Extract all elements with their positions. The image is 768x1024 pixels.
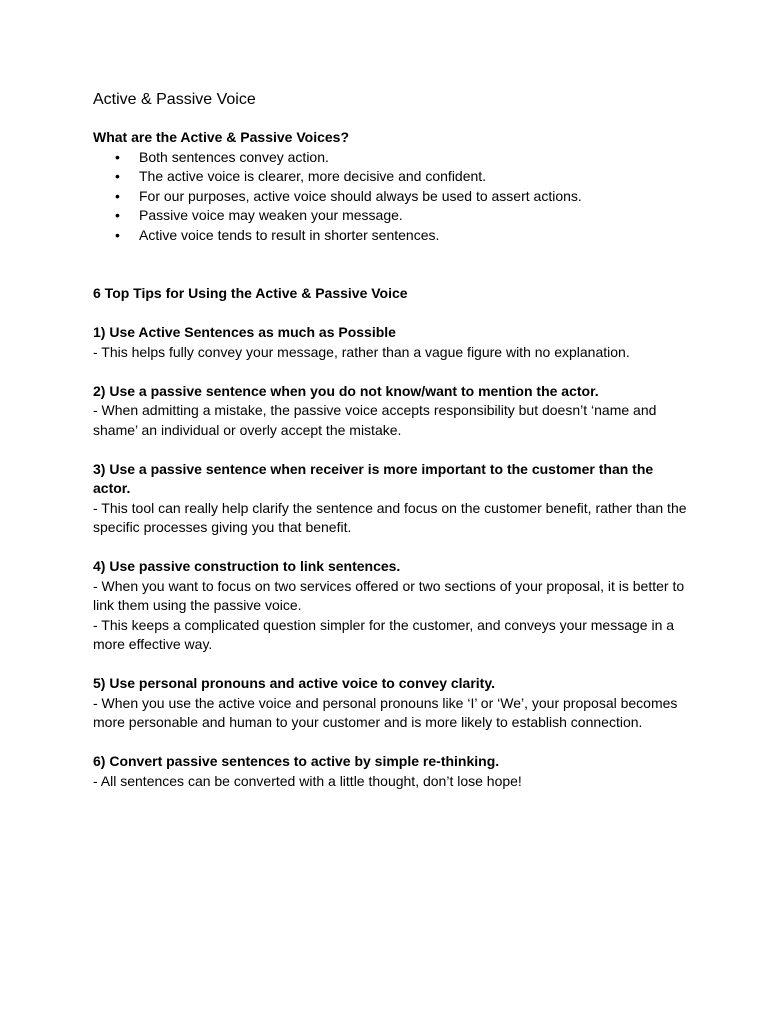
bullet-text: Passive voice may weaken your message. [139,207,403,223]
tip-block-2 [93,382,693,441]
tip-title: 1) Use Active Sentences as much as Possible [93,324,396,340]
tips-section [93,323,693,791]
bullet-text: The active voice is clearer, more decisive and confident. [139,168,487,184]
bullet-item [115,187,693,207]
bullet-icon: • [115,226,120,243]
intro-bullet-list [93,148,693,246]
bullet-item [115,206,693,226]
document-page [93,89,693,811]
tip-title: 3) Use a passive sentence when receiver is more important to the customer than the actor. [93,460,654,496]
tip-block-1 [93,323,693,362]
bullet-text: Active voice tends to result in shorter sentences. [139,226,440,243]
tip-block-4 [93,557,693,655]
tip-block-5 [93,674,693,733]
bullet-item [115,167,693,187]
bullet-icon: • [115,187,120,204]
tip-text: - All sentences can be converted with a little thought, don’t lose hope! [93,772,522,789]
tip-block-3 [93,460,693,538]
tips-heading: 6 Top Tips for Using the Active & Passive Voice [93,285,408,301]
bullet-icon: • [115,148,120,165]
intro-heading: What are the Active & Passive Voices? [93,129,349,145]
tip-text: - This keeps a complicated question simpler for the customer, and conveys your message in a more effective way. [93,616,675,652]
bullet-icon: • [115,207,120,223]
tip-title: 2) Use a passive sentence when you do not know/want to mention the actor. [93,382,599,399]
bullet-icon: • [115,168,120,184]
tip-text: - When admitting a mistake, the passive voice accepts responsibility but doesn’t ‘name and shame’ an individual or overly accept the mistake. [93,402,657,438]
intro-section [93,128,693,245]
bullet-text: Both sentences convey action. [139,148,329,165]
document-title: Active & Passive Voice [93,91,256,108]
tip-text: - This helps fully convey your message, rather than a vague figure with no explanation. [93,343,630,360]
tip-text: - When you use the active voice and personal pronouns like ‘I’ or ‘We’, your proposal becomes more personable and human to your customer and is more likely to establish connection. [93,694,678,730]
tip-block-6 [93,752,693,791]
bullet-item [115,148,693,168]
tip-text: - This tool can really help clarify the sentence and focus on the customer benefit, rather than the specific processes giving you that benefit. [93,499,687,535]
bullet-text: For our purposes, active voice should always be used to assert actions. [139,187,582,204]
tip-text: - When you want to focus on two services offered or two sections of your proposal, it is better to link them using the passive voice. [93,577,685,613]
bullet-item [115,226,693,246]
tip-title: 4) Use passive construction to link sentences. [93,558,401,574]
tip-title: 5) Use personal pronouns and active voice to convey clarity. [93,675,495,691]
tip-title: 6) Convert passive sentences to active by simple re-thinking. [93,753,500,769]
